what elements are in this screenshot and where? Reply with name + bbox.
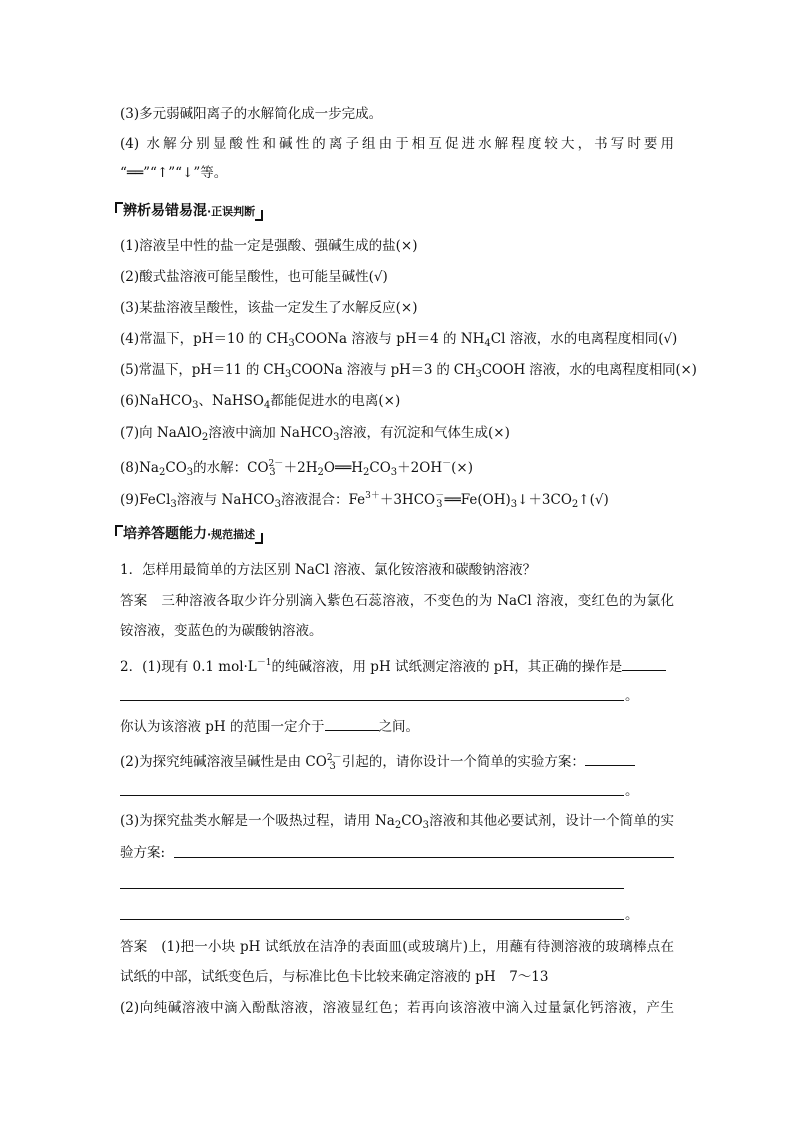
answer-2-line-1: 答案 (1)把一小块 pH 试纸放在洁净的表面皿(或玻璃片)上，用蘸有待测溶液的玻璃棒点在 <box>120 939 674 955</box>
judgment-item-4: (4)常温下，pH＝10 的 $CH_3COONa$ 溶液与 pH＝4 的 $NH_4Cl$ 溶液，水的电离程度相同(√) <box>120 331 678 349</box>
answer-1-cont: 铵溶液，变蓝色的为碳酸钠溶液。 <box>120 623 323 639</box>
answer-line[interactable] <box>174 857 674 858</box>
answer-line[interactable] <box>120 888 624 889</box>
intro-item-4-cont: “══”“↑”“↓”等。 <box>120 165 228 181</box>
judgment-item-7: (7)向 NaAlO$_2$溶液中滴加 NaHCO$_3$溶液，有沉淀和气体生成(×) <box>120 425 510 443</box>
question-1: 1．怎样用最简单的方法区别 NaCl 溶液、氯化铵溶液和碳酸钠溶液？ <box>120 562 537 578</box>
answer-1: 答案 三种溶液各取少许分别滴入紫色石蕊溶液，不变色的为 NaCl 溶液，变红色的为氯化 <box>120 593 674 609</box>
question-2-part-3: (3)为探究盐类水解是一个吸热过程，请用 $Na_2CO_3$溶液和其他必要试剂，设计一个简单的实 <box>120 813 675 831</box>
judgment-item-2: (2)酸式盐溶液可能呈酸性，也可能呈碱性(√) <box>120 269 388 285</box>
intro-item-4: (4) 水解分别显酸性和碱性的离子组由于相互促进水解程度较大，书写时要用 <box>120 136 674 152</box>
question-2-part-1: 2．(1)现有 0.1 $mol\cdot L^{-1}$的纯碱溶液，用 pH 试纸测定溶液的 pH，其正确的操作是 <box>120 653 674 677</box>
period: 。 <box>625 907 639 923</box>
answer-line[interactable] <box>120 700 624 701</box>
question-2-part-2: (2)为探究纯碱溶液呈碱性是由 $CO^{2-}_3$ 引起的，请你设计一个简单的实验方案： <box>120 748 674 777</box>
intro-item-3: (3)多元弱碱阳离子的水解简化成一步完成。 <box>120 106 383 122</box>
section-subtitle: ·正误判断 <box>207 205 256 218</box>
answer-blank[interactable] <box>622 656 666 671</box>
question-2-part-3-cont: 验方案: <box>120 845 166 861</box>
section-header-answer-skills <box>117 523 255 545</box>
answer-2-line-2: 试纸的中部，试纸变色后，与标准比色卡比较来确定溶液的 pH 7～13 <box>120 969 549 985</box>
period: 。 <box>625 688 639 704</box>
answer-2-line-3: (2)向纯碱溶液中滴入酚酞溶液，溶液显红色；若再向该溶液中滴入过量氯化钙溶液，产生 <box>120 1000 674 1016</box>
period: 。 <box>625 783 639 799</box>
range-blank[interactable] <box>325 716 379 731</box>
judgment-item-5: (5)常温下，pH＝11 的 $CH_3COONa$ 溶液与 pH＝3 的 $CH_3COOH$ 溶液，水的电离程度相同(×) <box>120 362 697 380</box>
judgment-item-9: (9)FeCl$_3$溶液与 NaHCO$_3$溶液混合：$Fe^{3+}+3HCO^-_3$ $══Fe(OH)_3↓+3CO_2↑(√)$ <box>120 491 609 510</box>
section-title: 培养答题能力 <box>123 526 207 542</box>
judgment-item-8: $(8)Na_2CO_3$的水解：$CO^{2-}_3$ $+2H_2O══H_2CO_3+2OH^-(\times)$ <box>120 459 473 478</box>
section-title: 辨析易错易混 <box>123 203 207 219</box>
section-subtitle: ·规范描述 <box>207 528 256 541</box>
judgment-item-3: (3)某盐溶液呈酸性，该盐一定发生了水解反应(×) <box>120 300 418 316</box>
judgment-item-6: (6)NaHCO$_3$、NaHSO$_4$都能促进水的电离(×) <box>120 393 401 411</box>
answer-blank[interactable] <box>585 751 635 766</box>
answer-line[interactable] <box>120 919 624 920</box>
judgment-item-1: (1)溶液呈中性的盐一定是强酸、强碱生成的盐(×) <box>120 238 418 254</box>
question-2-range: 你认为该溶液 pH 的范围一定介于 之间。 <box>120 716 674 737</box>
section-header-error-check <box>117 200 255 222</box>
answer-line[interactable] <box>120 795 624 796</box>
